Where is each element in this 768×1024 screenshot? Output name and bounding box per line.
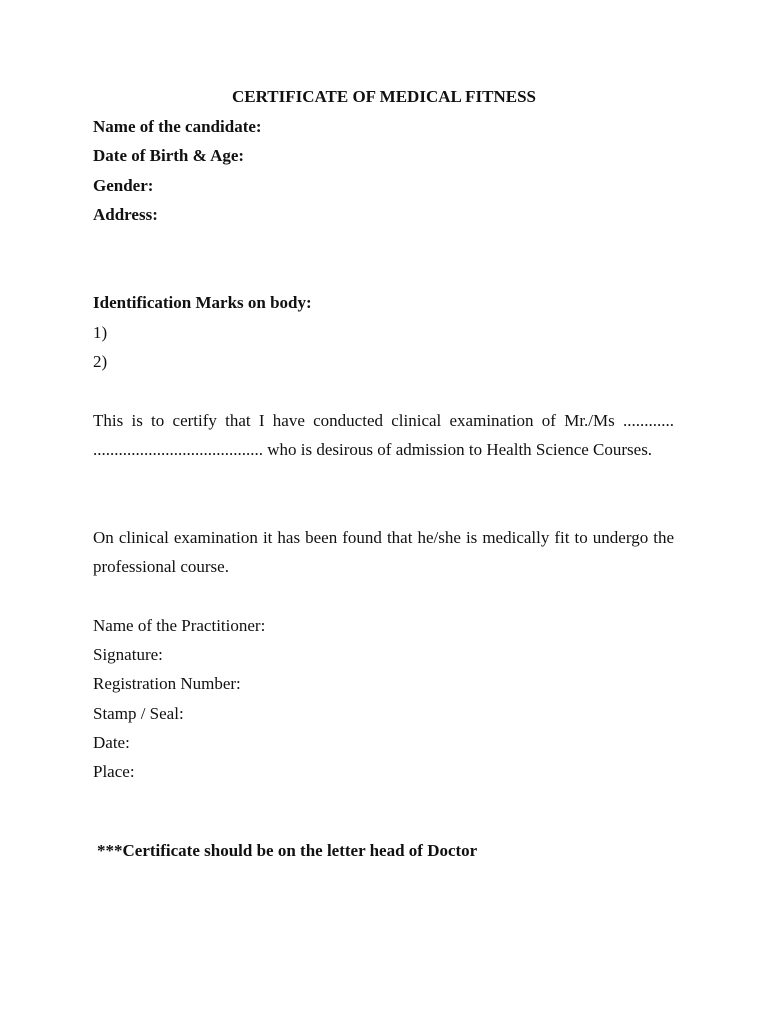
practitioner-name-label: Name of the Practitioner:	[93, 616, 266, 635]
signature-label: Signature:	[93, 645, 163, 664]
stamp-seal-label: Stamp / Seal:	[93, 704, 184, 723]
letterhead-footnote: ***Certificate should be on the letter head of Doctor	[97, 841, 478, 860]
gender-label: Gender:	[93, 176, 154, 195]
registration-number-label: Registration Number:	[93, 674, 241, 693]
address-label: Address:	[93, 205, 158, 224]
findings-paragraph: On clinical examination it has been found that he/she is medically fit to undergo the professional course.	[93, 528, 674, 577]
date-label: Date:	[93, 733, 130, 752]
document-title: CERTIFICATE OF MEDICAL FITNESS	[231, 87, 537, 106]
certification-paragraph: This is to certify that I have conducted clinical examination of Mr./Ms ............ ........................................ who is desirous of admission to Health Science Courses.	[93, 411, 674, 460]
identification-mark-2: 2)	[93, 352, 108, 371]
candidate-name-label: Name of the candidate:	[93, 117, 262, 136]
identification-mark-1: 1)	[93, 323, 108, 342]
dob-age-label: Date of Birth & Age:	[93, 146, 245, 165]
place-label: Place:	[93, 762, 135, 781]
identification-marks-heading: Identification Marks on body:	[93, 293, 312, 312]
